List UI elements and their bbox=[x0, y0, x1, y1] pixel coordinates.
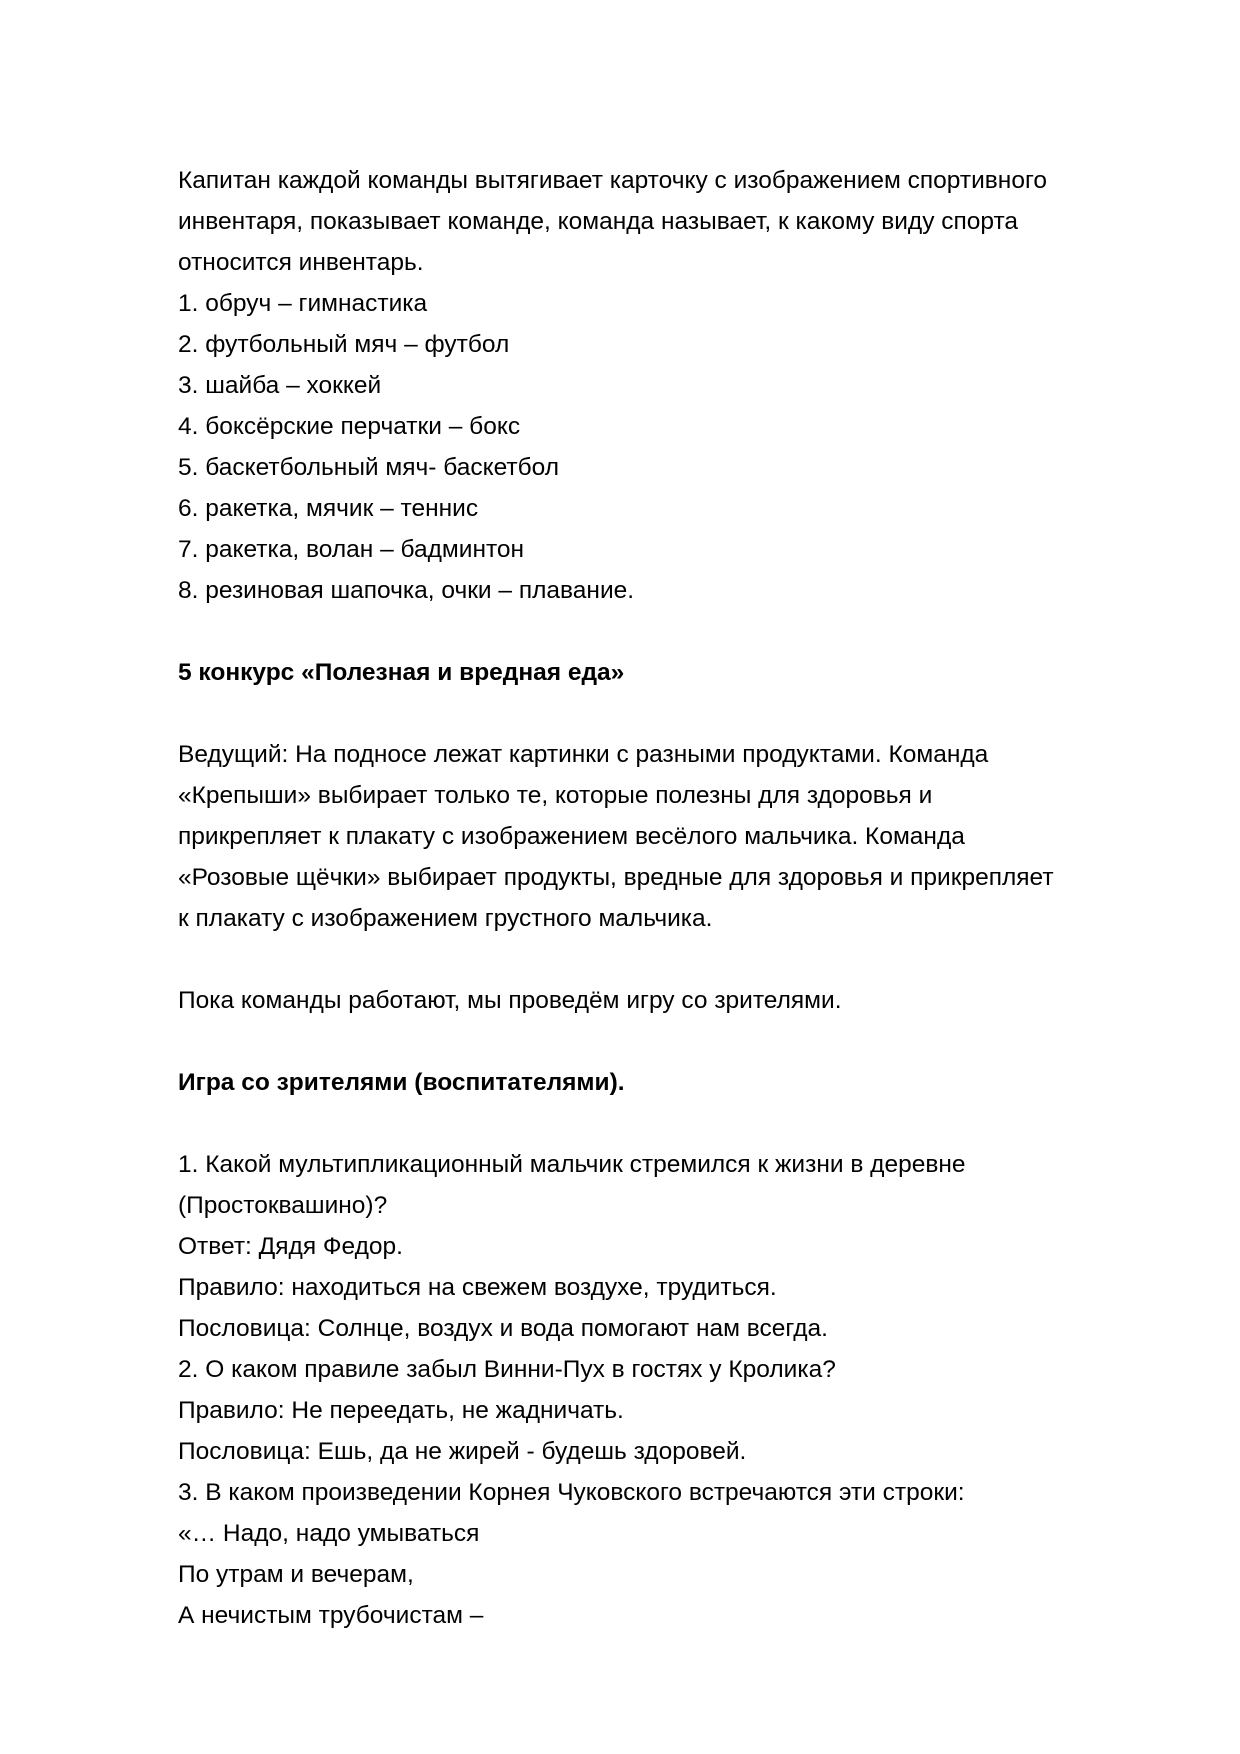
quote-line: По утрам и вечерам, bbox=[178, 1561, 414, 1588]
quote-line: «… Надо, надо умываться bbox=[178, 1520, 480, 1547]
list-item: 6. ракетка, мячик – теннис bbox=[178, 495, 479, 522]
blank-line bbox=[178, 1021, 1158, 1062]
intro-paragraph bbox=[178, 160, 1158, 283]
blank-line bbox=[178, 939, 1158, 980]
list-item: 2. футбольный мяч – футбол bbox=[178, 331, 510, 358]
equipment-list bbox=[178, 283, 1158, 611]
question-line: 3. В каком произведении Корнея Чуковского встречаются эти строки: bbox=[178, 1479, 965, 1506]
list-item: 4. боксёрские перчатки – бокс bbox=[178, 413, 521, 440]
question-line: (Простоквашино)? bbox=[178, 1192, 388, 1219]
list-item: 3. шайба – хоккей bbox=[178, 372, 382, 399]
intro-line: относится инвентарь. bbox=[178, 249, 424, 276]
contest-heading: 5 конкурс «Полезная и вредная еда» bbox=[178, 659, 625, 686]
question-line: 1. Какой мультипликационный мальчик стремился к жизни в деревне bbox=[178, 1151, 966, 1178]
audience-intro: Пока команды работают, мы проведём игру со зрителями. bbox=[178, 987, 842, 1014]
rule-line: Правило: Не переедать, не жадничать. bbox=[178, 1397, 624, 1424]
paragraph-line: «Крепыши» выбирает только те, которые полезны для здоровья и bbox=[178, 782, 933, 809]
audience-game-heading: Игра со зрителями (воспитателями). bbox=[178, 1069, 625, 1096]
quote-line: А нечистым трубочистам – bbox=[178, 1602, 484, 1629]
intro-line: Капитан каждой команды вытягивает карточку с изображением спортивного bbox=[178, 167, 1047, 194]
intro-line: инвентаря, показывает команде, команда называет, к какому виду спорта bbox=[178, 208, 1019, 235]
paragraph-line: Ведущий: На подносе лежат картинки с разными продуктами. Команда bbox=[178, 741, 989, 768]
paragraph-line: «Розовые щёчки» выбирает продукты, вредные для здоровья и прикрепляет bbox=[178, 864, 1054, 891]
answer-line: Ответ: Дядя Федор. bbox=[178, 1233, 403, 1260]
list-item: 5. баскетбольный мяч- баскетбол bbox=[178, 454, 560, 481]
proverb-line: Пословица: Ешь, да не жирей - будешь здоровей. bbox=[178, 1438, 747, 1465]
paragraph-line: прикрепляет к плакату с изображением весёлого мальчика. Команда bbox=[178, 823, 965, 850]
list-item: 8. резиновая шапочка, очки – плавание. bbox=[178, 577, 635, 604]
questions-section bbox=[178, 1144, 1158, 1636]
document-body bbox=[178, 160, 1158, 1636]
list-item: 1. обруч – гимнастика bbox=[178, 290, 428, 317]
proverb-line: Пословица: Солнце, воздух и вода помогают нам всегда. bbox=[178, 1315, 828, 1342]
list-item: 7. ракетка, волан – бадминтон bbox=[178, 536, 525, 563]
blank-line bbox=[178, 1103, 1158, 1144]
paragraph-line: к плакату с изображением грустного мальчика. bbox=[178, 905, 713, 932]
blank-line bbox=[178, 611, 1158, 652]
question-line: 2. О каком правиле забыл Винни-Пух в гостях у Кролика? bbox=[178, 1356, 836, 1383]
blank-line bbox=[178, 693, 1158, 734]
rule-line: Правило: находиться на свежем воздухе, трудиться. bbox=[178, 1274, 777, 1301]
host-paragraph bbox=[178, 734, 1158, 939]
